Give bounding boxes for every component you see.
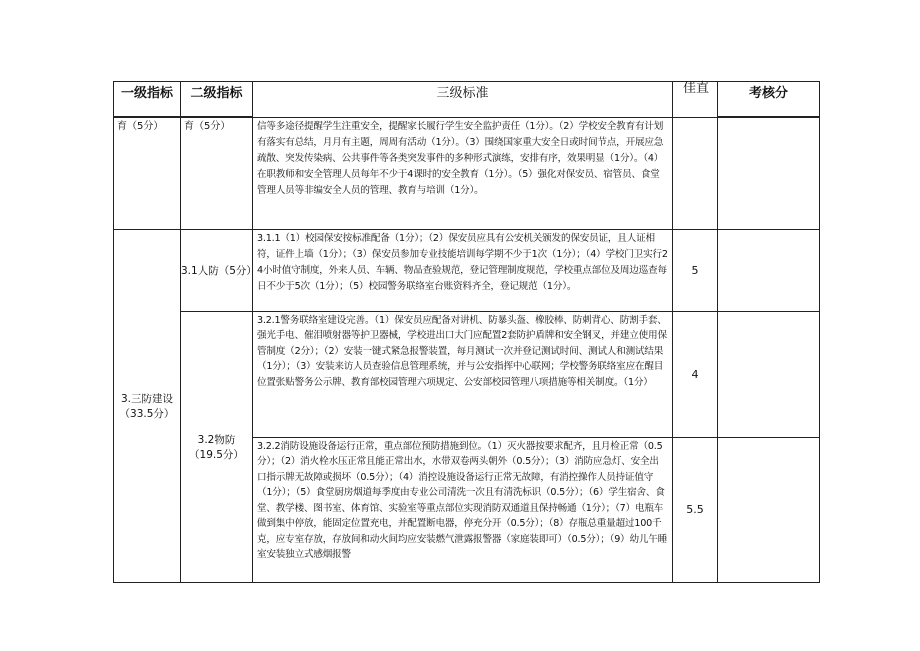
score-people-defense (718, 229, 820, 311)
level2-education: 育（5分） (181, 117, 253, 229)
score-police-room (718, 311, 820, 437)
weight-fire-safety: 5.5 (673, 437, 718, 582)
header-row (114, 82, 820, 118)
standard-fire-safety: 3.2.2消防设施设备运行正常，重点部位预防措施到位。（1）灭火器按要求配齐，且月检正常（0.5分）；（2）消火栓水压正常且能正常出水，水带双卷两头朝外（0.5分）；（3）消防应急灯、安全出口指示牌无故障或损坏（0.5分）；（4）消控设施设备运行正常无故障，有消控操作人员持证值守（1分）；（5）食堂厨房烟道每季度由专业公司清洗一次且有清洗标识（0.5分）；（6）学生宿舍、食堂、教学楼、图书室、体育馆、实验室等重点部位实现消防双通道且保持畅通（1分）；（7）电瓶车做到集中停放，能固定位置充电，并配置断电器，停充分开（0.5分）；（8）存瓶总重量超过100千克，应专室存放，存放间和动火间均应安装燃气泄露报警器（家庭装即可）（0.5分）；（9）幼儿午睡室安装独立式感烟报警 (253, 437, 673, 582)
table-row-education (114, 117, 820, 229)
level1-education: 育（5分） (114, 117, 181, 229)
level2-physical-defense: 3.2物防（19.5分） (181, 311, 253, 582)
weight-police-room: 4 (673, 311, 718, 437)
level2-people-defense: 3.1人防（5分） (181, 229, 253, 311)
header-level3: 三级标准 (253, 82, 673, 118)
weight-education (673, 117, 718, 229)
level1-security: 3.三防建设（33.5分） (114, 229, 181, 582)
header-score: 考核分 (718, 82, 820, 118)
table-row-people-defense (114, 229, 820, 311)
assessment-table (113, 81, 820, 583)
standard-police-room: 3.2.1警务联络室建设完善。（1）保安员应配备对讲机、防暴头盔、橡胶棒、防刺背心、防割手套、强光手电、催泪喷射器等护卫器械，学校进出口大门应配置2套防护盾牌和安全钢叉，并建立使用保管制度（2分）；（2）安装一键式紧急报警装置，每月测试一次并登记测试时间、测试人和测试结果（1分）；（3）安装来访人员查验信息管理系统，并与公安指挥中心联网；学校警务联络室应在醒目位置张贴警务公示牌、教育部校园管理六项规定、公安部校园管理八项措施等相关制度。（1分） (253, 311, 673, 437)
header-weight: 佳直 (673, 82, 718, 118)
header-level2: 二级指标 (181, 82, 253, 118)
table-row-physical-defense-a (114, 311, 820, 437)
standard-education: 信等多途径提醒学生注重安全，提醒家长履行学生安全监护责任（1分）。（2）学校安全教育有计划有落实有总结，月月有主题，周周有活动（1分）。（3）围绕国家重大安全日或时间节点，开展应急疏散、突发传染病、公共事件等各类突发事件的多种形式演练，安排有序，效果明显（1分）。（4）在职教师和安全管理人员每年不少于4课时的安全教育（1分）。（5）强化对保安员、宿管员、食堂管理人员等非编安全人员的管理、教育与培训（1分）。 (253, 117, 673, 229)
weight-people-defense: 5 (673, 229, 718, 311)
standard-people-defense: 3.1.1（1）校园保安按标准配备（1分）；（2）保安员应具有公安机关颁发的保安员证，且人证相符，证件上墙（1分）；（3）保安员参加专业技能培训每学期不少于1次（1分）；（4）学校门卫实行24小时值守制度，外来人员、车辆、物品查验规范，登记管理制度规范，学校重点部位及周边巡查每日不少于5次（1分）；（5）校园警务联络室台账资料齐全，登记规范（1分）。 (253, 229, 673, 311)
score-education (718, 117, 820, 229)
score-fire-safety (718, 437, 820, 582)
header-level1: 一级指标 (114, 82, 181, 118)
